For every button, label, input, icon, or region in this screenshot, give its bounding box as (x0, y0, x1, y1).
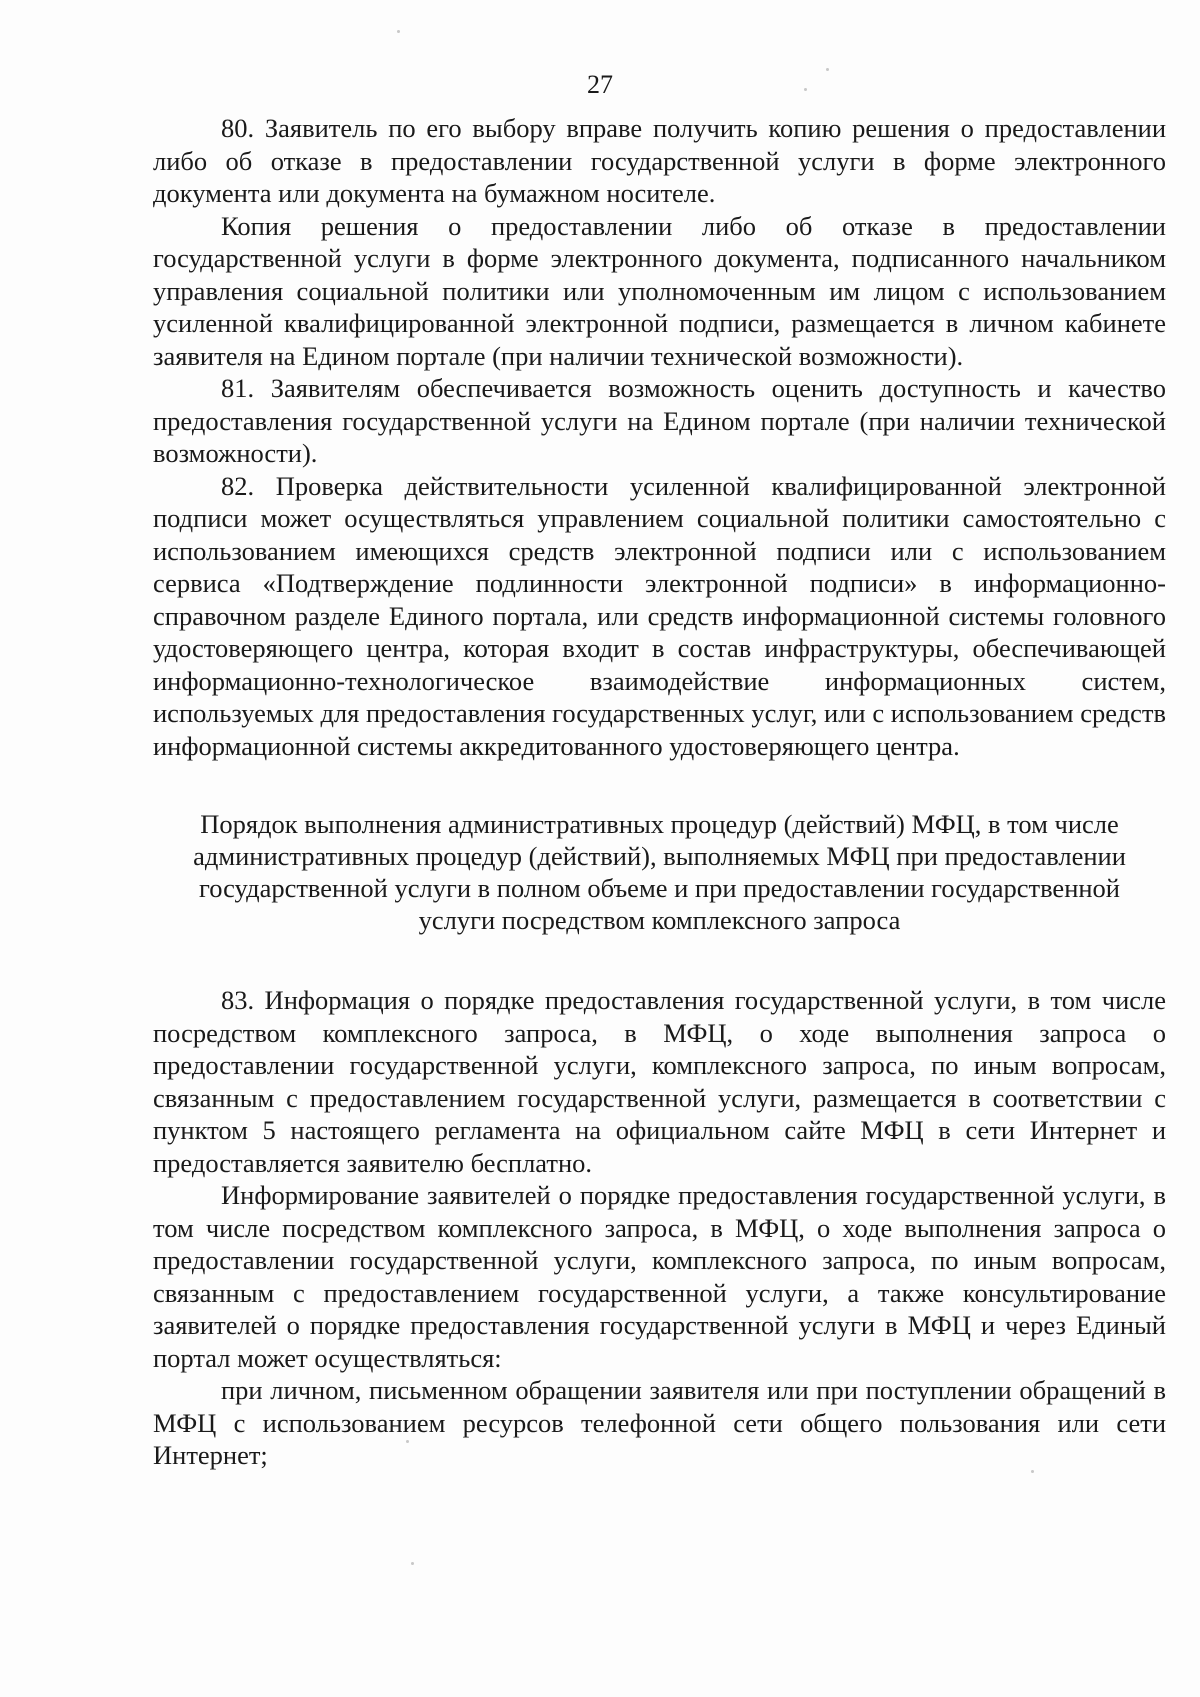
scan-speck (411, 1562, 414, 1565)
page-number: 27 (587, 70, 613, 99)
paragraph-80: 80. Заявитель по его выбору вправе получить копию решения о предоставлении либо об отказе в предоставлении государственной услуги в форме электронного документа или документа на бумажном носителе. (153, 113, 1166, 208)
section-heading: Порядок выполнения административных процедур (действий) МФЦ, в том числе административных процедур (действий), выполняемых МФЦ при предоставлении государственной услуги в полном объеме и при предоставлении государственной услуги посредством комплексного запроса (193, 809, 1126, 935)
paragraph-83: 83. Информация о порядке предоставления государственной услуги, в том числе посредством комплексного запроса, в МФЦ, о ходе выполнения запроса о предоставлении государственной услуги, комплексного запроса, по иным вопросам, связанным с предоставлением государственной услуги, размещается в соответствии с пунктом 5 настоящего регламента на официальном сайте МФЦ в сети Интернет и предоставляется заявителю бесплатно. (153, 985, 1166, 1178)
scan-speck (406, 1440, 409, 1443)
scan-speck (804, 88, 807, 91)
scan-speck (397, 30, 400, 33)
paragraph-83-personal-request: при личном, письменном обращении заявителя или при поступлении обращений в МФЦ с использованием ресурсов телефонной сети общего пользования или сети Интернет; (153, 1375, 1166, 1470)
paragraph-81: 81. Заявителям обеспечивается возможность оценить доступность и качество предоставления государственной услуги на Едином портале (при наличии технической возможности). (153, 373, 1166, 468)
scan-speck (826, 68, 829, 71)
paragraph-80-decision-copy: Копия решения о предоставлении либо об отказе в предоставлении государственной услуги в форме электронного документа, подписанного начальником управления социальной политики или уполномоченным им лицом с использованием усиленной квалифицированной электронной подписи, размещается в личном кабинете заявителя на Едином портале (при наличии технической возможности). (153, 210, 1166, 371)
document-body (153, 112, 1166, 1472)
scan-speck (1031, 1470, 1034, 1473)
paragraph-83-informing: Информирование заявителей о порядке предоставления государственной услуги, в том числе посредством комплексного запроса, в МФЦ, о ходе выполнения запроса о предоставлении государственной услуги, комплексного запроса, по иным вопросам, связанным с предоставлением государственной услуги, а также консультирование заявителей о порядке предоставления государственной услуги в МФЦ и через Единый портал может осуществляться: (153, 1180, 1166, 1373)
paragraph-82: 82. Проверка действительности усиленной квалифицированной электронной подписи может осуществляться управлением социальной политики самостоятельно с использованием имеющихся средств электронной подписи или с использованием сервиса «Подтверждение подлинности электронной подписи» в информационно-справочном разделе Единого портала, или средств информационной системы головного удостоверяющего центра, которая входит в состав инфраструктуры, обеспечивающей информационно-технологическое взаимодействие информационных систем, используемых для предоставления государственных услуг, или с использованием средств информационной системы аккредитованного удостоверяющего центра. (153, 470, 1166, 761)
